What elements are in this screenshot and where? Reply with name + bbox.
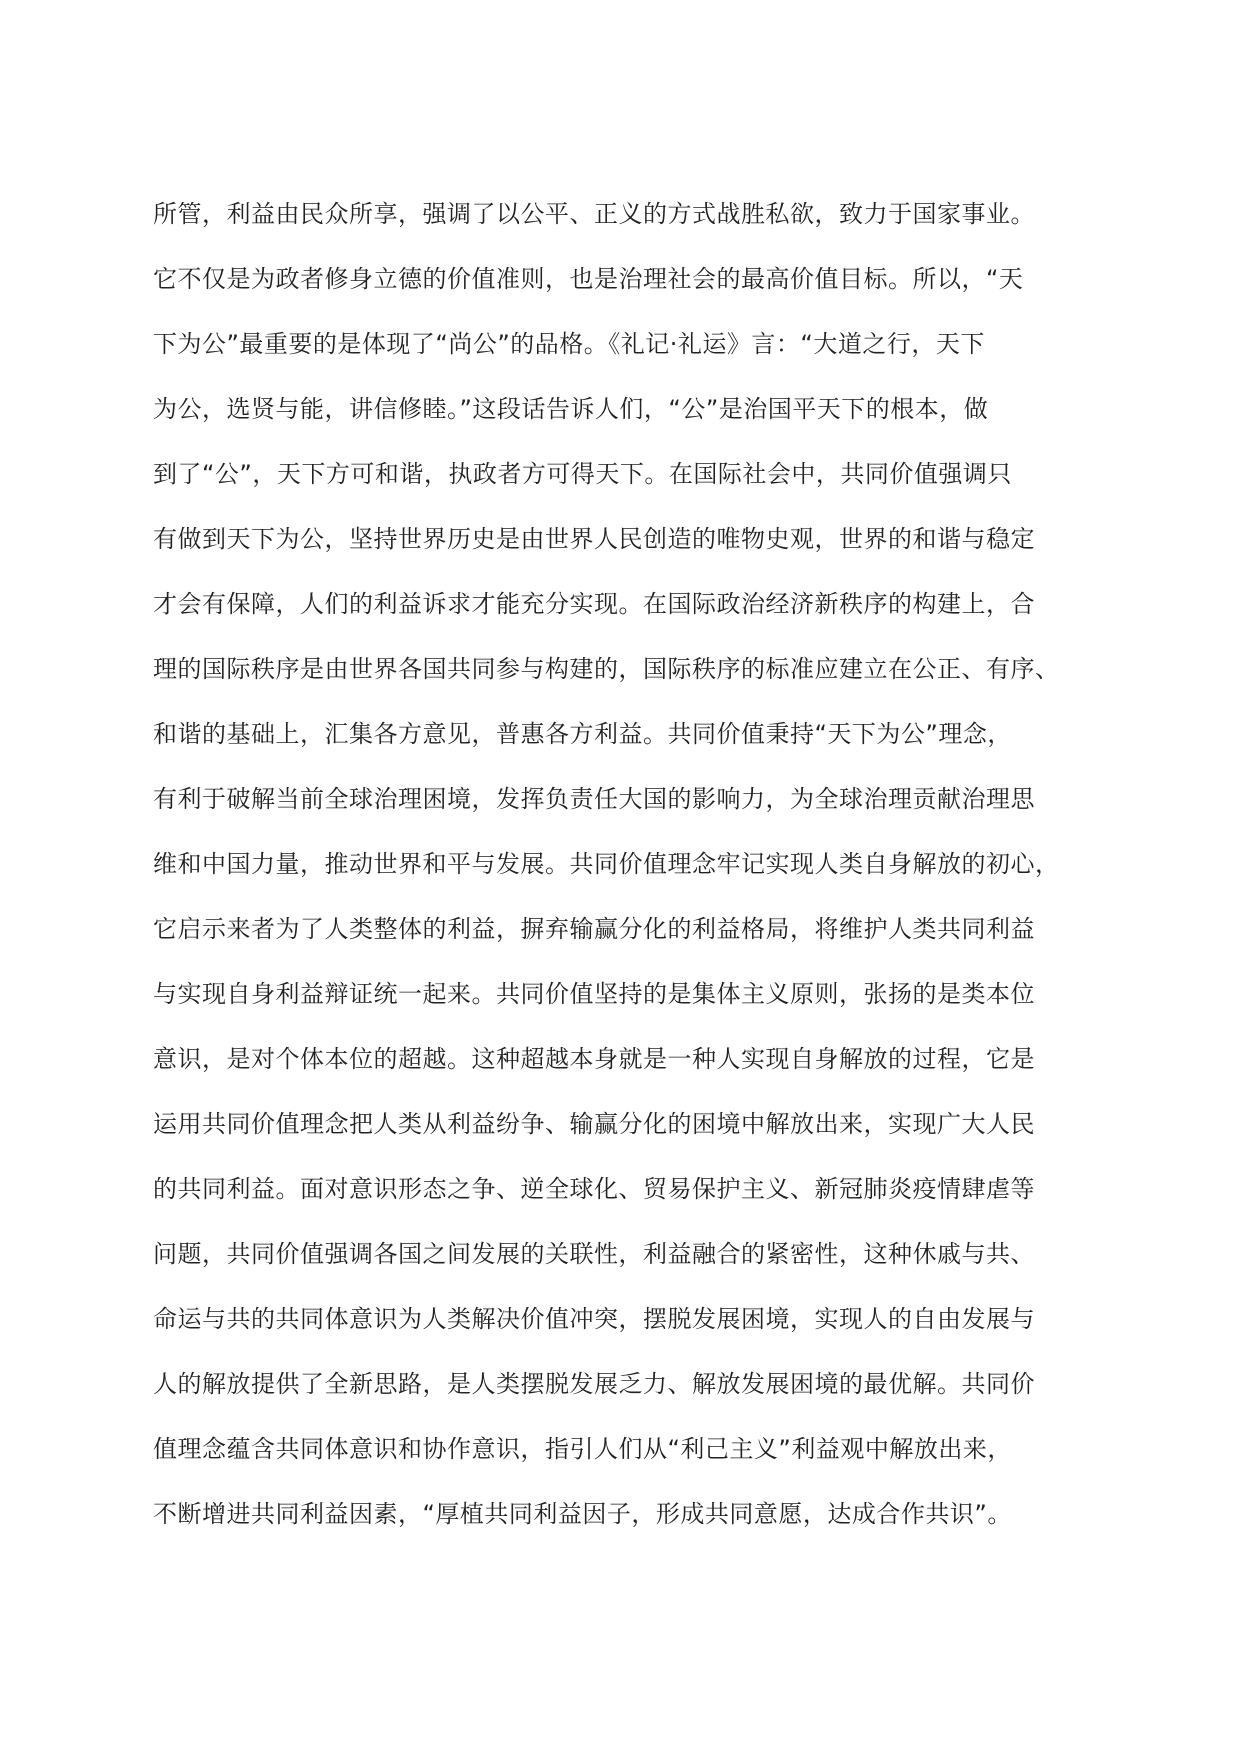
- text-line-13: 与实现自身利益辩证统一起来。共同价值坚持的是集体主义原则，张扬的是类本位: [153, 980, 1035, 1008]
- body-text: [153, 186, 1073, 1551]
- text-line-4: 为公，选贤与能，讲信修睦。”这段话告诉人们，“公”是治国平天下的根本，做: [153, 395, 989, 423]
- text-line-5: 到了“公”，天下方可和谐，执政者方可得天下。在国际社会中，共同价值强调只: [153, 460, 1012, 488]
- text-line-21: 不断增进共同利益因素，“厚植共同利益因子，形成共同意愿，达成合作共识”。: [153, 1500, 1012, 1528]
- text-line-14: 意识，是对个体本位的超越。这种超越本身就是一种人实现自身解放的过程，它是: [153, 1045, 1035, 1073]
- text-line-3: 下为公”最重要的是体现了“尚公”的品格。《礼记·礼运》言：“大道之行，天下: [153, 330, 985, 358]
- text-line-6: 有做到天下为公，坚持世界历史是由世界人民创造的唯物史观，世界的和谐与稳定: [153, 525, 1035, 553]
- text-line-15: 运用共同价值理念把人类从利益纷争、输赢分化的困境中解放出来，实现广大人民: [153, 1110, 1035, 1138]
- text-line-9: 和谐的基础上，汇集各方意见，普惠各方利益。共同价值秉持“天下为公”理念，: [153, 720, 1012, 748]
- text-line-7: 才会有保障，人们的利益诉求才能充分实现。在国际政治经济新秩序的构建上，合: [153, 590, 1035, 618]
- text-line-12: 它启示来者为了人类整体的利益，摒弃输赢分化的利益格局，将维护人类共同利益: [153, 915, 1035, 943]
- text-line-20: 值理念蕴含共同体意识和协作意识，指引人们从“利己主义”利益观中解放出来，: [153, 1435, 1012, 1463]
- text-line-10: 有利于破解当前全球治理困境，发挥负责任大国的影响力，为全球治理贡献治理思: [153, 785, 1035, 813]
- text-line-18: 命运与共的共同体意识为人类解决价值冲突，摆脱发展困境，实现人的自由发展与: [153, 1305, 1035, 1333]
- text-line-16: 的共同利益。面对意识形态之争、逆全球化、贸易保护主义、新冠肺炎疫情肆虐等: [153, 1175, 1035, 1203]
- text-line-8: 理的国际秩序是由世界各国共同参与构建的，国际秩序的标准应建立在公正、有序、: [153, 655, 1060, 683]
- text-line-1: 所管，利益由民众所享，强调了以公平、正义的方式战胜私欲，致力于国家事业。: [153, 200, 1035, 228]
- text-line-11: 维和中国力量，推动世界和平与发展。共同价值理念牢记实现人类自身解放的初心，: [153, 850, 1060, 878]
- text-line-17: 问题，共同价值强调各国之间发展的关联性，利益融合的紧密性，这种休戚与共、: [153, 1240, 1035, 1268]
- text-line-2: 它不仅是为政者修身立德的价值准则，也是治理社会的最高价值目标。所以，“天: [153, 265, 1024, 293]
- text-line-19: 人的解放提供了全新思路，是人类摆脱发展乏力、解放发展困境的最优解。共同价: [153, 1370, 1035, 1398]
